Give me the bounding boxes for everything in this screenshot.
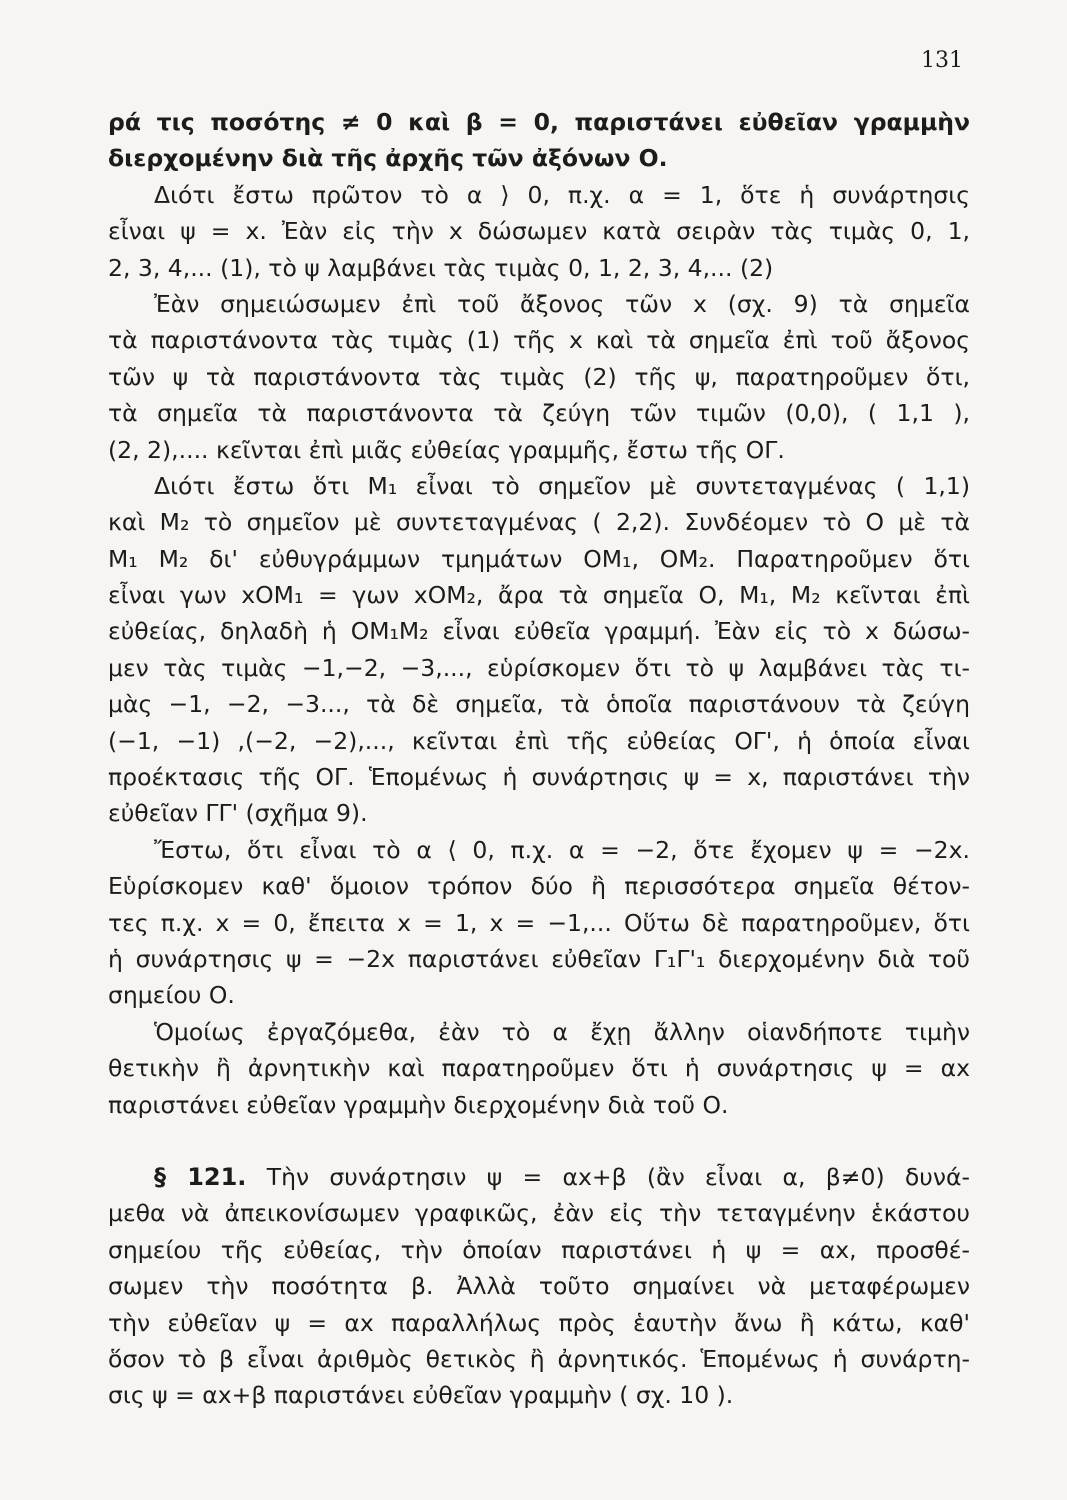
paragraph-line: Διότι ἔστω πρῶτον τὸ α ⟩ 0, π.χ. α = 1, ὅτε ἡ συνάρτησις [154, 180, 970, 209]
section-line: μεθα νὰ ἀπεικονίσωμεν γραφικῶς, ἐὰν εἰς τὴν τεταγμένην ἑκάστου [108, 1199, 970, 1228]
section-line: σωμεν τὴν ποσότητα β. Ἀλλὰ τοῦτο σημαίνει νὰ μεταφέρωμεν [108, 1272, 970, 1301]
section-line: τὴν εὐθεῖαν ψ = αx παραλλήλως πρὸς ἑαυτὴν ἄνω ἢ κάτω, καθ' [108, 1308, 970, 1337]
paragraph-line: (2, 2),.... κεῖνται ἐπὶ μιᾶς εὐθείας γραμμῆς, ἔστω τῆς ΟΓ. [108, 435, 785, 464]
paragraph-line: τῶν ψ τὰ παριστάνοντα τὰς τιμὰς (2) τῆς ψ, παρατηροῦμεν ὅτι, [108, 362, 970, 391]
paragraph-line: τὰ παριστάνοντα τὰς τιμὰς (1) τῆς x καὶ τὰ σημεῖα ἐπὶ τοῦ ἄξονος [108, 326, 970, 355]
theorem-line: διερχομένην διὰ τῆς ἀρχῆς τῶν ἀξόνων Ο. [108, 144, 668, 173]
paragraph-line: εὐθείας, δηλαδὴ ἡ ΟΜ₁Μ₂ εἶναι εὐθεῖα γραμμή. Ἐὰν εἰς τὸ x δώσω- [108, 617, 970, 646]
paragraph-line: Ἔστω, ὅτι εἶναι τὸ α ⟨ 0, π.χ. α = −2, ὅτε ἔχομεν ψ = −2x. [154, 835, 970, 864]
paragraph-line: Μ₁ Μ₂ δι' εὐθυγράμμων τμημάτων ΟΜ₁, ΟΜ₂. Παρατηροῦμεν ὅτι [108, 544, 970, 573]
paragraph-line: εἶναι ψ = x. Ἐὰν εἰς τὴν x δώσωμεν κατὰ σειρὰν τὰς τιμὰς 0, 1, [108, 217, 970, 246]
paragraph-line: παριστάνει εὐθεῖαν γραμμὴν διερχομένην διὰ τοῦ Ο. [108, 1090, 729, 1119]
section-first-line [108, 1159, 970, 1195]
paragraph-line: προέκτασις τῆς ΟΓ. Ἑπομένως ἡ συνάρτησις ψ = x, παριστάνει τὴν [108, 763, 970, 792]
page-body [108, 104, 970, 1414]
section-spacer [108, 1123, 970, 1159]
paragraph-line: Ὁμοίως ἐργαζόμεθα, ἐὰν τὸ α ἔχῃ ἄλλην οἱανδήποτε τιμὴν [154, 1017, 970, 1046]
section-number: § 121. [154, 1162, 247, 1191]
paragraph-line: μὰς −1, −2, −3..., τὰ δὲ σημεῖα, τὰ ὁποῖα παριστάνουν τὰ ζεύγη [108, 690, 970, 719]
paragraph-line: ἡ συνάρτησις ψ = −2x παριστάνει εὐθεῖαν Γ₁Γ'₁ διερχομένην διὰ τοῦ [108, 944, 970, 973]
paragraph-line: τὰ σημεῖα τὰ παριστάνοντα τὰ ζεύγη τῶν τιμῶν (0,0), ( 1,1 ), [108, 399, 970, 428]
paragraph-line: (−1, −1) ,(−2, −2),..., κεῖνται ἐπὶ τῆς εὐθείας ΟΓ', ἡ ὁποία εἶναι [108, 726, 970, 755]
paragraph-line: Διότι ἔστω ὅτι Μ₁ εἶναι τὸ σημεῖον μὲ συντεταγμένας ( 1,1) [154, 471, 970, 500]
section-line: σημείου τῆς εὐθείας, τὴν ὁποίαν παριστάνει ἡ ψ = αx, προσθέ- [108, 1235, 970, 1264]
paragraph-line: σημείου Ο. [108, 981, 235, 1010]
paragraph-line: εὐθεῖαν ΓΓ' (σχῆμα 9). [108, 799, 368, 828]
paragraph-line: μεν τὰς τιμὰς −1,−2, −3,..., εὑρίσκομεν ὅτι τὸ ψ λαμβάνει τὰς τι- [108, 653, 970, 682]
paragraph-line: καὶ Μ₂ τὸ σημεῖον μὲ συντεταγμένας ( 2,2). Συνδέομεν τὸ Ο μὲ τὰ [108, 508, 970, 537]
paragraph-line: Εὑρίσκομεν καθ' ὅμοιον τρόπον δύο ἢ περισσότερα σημεῖα θέτον- [108, 872, 970, 901]
paragraph-line: 2, 3, 4,... (1), τὸ ψ λαμβάνει τὰς τιμὰς 0, 1, 2, 3, 4,... (2) [108, 253, 774, 282]
section-line: σις ψ = αx+β παριστάνει εὐθεῖαν γραμμὴν ( σχ. 10 ). [108, 1381, 734, 1410]
page-number: 131 [921, 48, 963, 73]
paragraph-line: θετικὴν ἢ ἀρνητικὴν καὶ παρατηροῦμεν ὅτι ἡ συνάρτησις ψ = αx [108, 1054, 970, 1083]
paragraph-line: εἶναι γων xOM₁ = γων xOM₂, ἄρα τὰ σημεῖα Ο, Μ₁, Μ₂ κεῖνται ἐπὶ [108, 581, 970, 610]
section-line: Τὴν συνάρτησιν ψ = αx+β (ἂν εἶναι α, β≠0) δυνά- [266, 1162, 970, 1191]
section-line: ὅσον τὸ β εἶναι ἀριθμὸς θετικὸς ἢ ἀρνητικός. Ἑπομένως ἡ συνάρτη- [108, 1344, 970, 1373]
paragraph-line: Ἐὰν σημειώσωμεν ἐπὶ τοῦ ἄξονος τῶν x (σχ. 9) τὰ σημεῖα [154, 289, 970, 318]
paragraph-line: τες π.χ. x = 0, ἔπειτα x = 1, x = −1,... Οὕτω δὲ παρατηροῦμεν, ὅτι [108, 908, 970, 937]
theorem-line: ρά τις ποσότης ≠ 0 καὶ β = 0, παριστάνει εὐθεῖαν γραμμὴν [108, 108, 970, 136]
